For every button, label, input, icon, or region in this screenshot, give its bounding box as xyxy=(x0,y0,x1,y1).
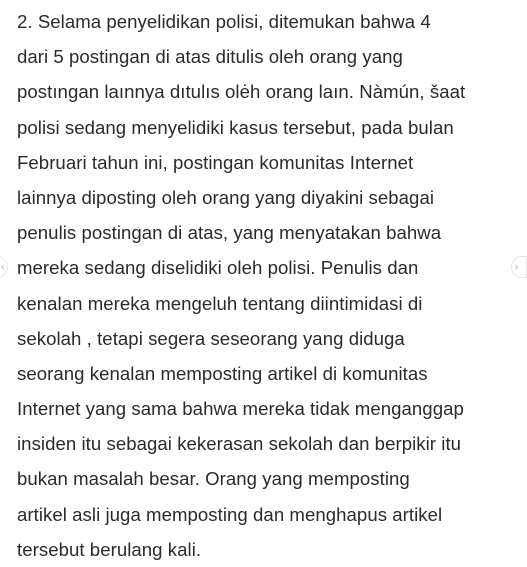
text-line-13: insiden itu sebagai kekerasan sekolah dan berpikir itu xyxy=(17,433,462,455)
text-line-16: tersebut berulang kali. xyxy=(17,538,202,560)
paragraph xyxy=(17,4,517,567)
text-line-12: Internet yang sama bahwa mereka tidak menganggap xyxy=(17,398,464,420)
next-page-button[interactable] xyxy=(511,256,527,278)
text-line-11: seorang kenalan memposting artikel di komunitas xyxy=(17,362,428,384)
text-line-5: Februari tahun ini, postingan komunitas Internet xyxy=(17,151,414,173)
text-line-2: dari 5 postingan di atas ditulis oleh orang yang xyxy=(17,46,403,68)
previous-page-button[interactable] xyxy=(0,256,8,278)
text-line-14: bukan masalah besar. Orang yang memposting xyxy=(17,468,410,490)
chevron-right-icon: › xyxy=(514,260,519,274)
text-line-4: polisi sedang menyelidiki kasus tersebut, pada bulan xyxy=(17,116,454,138)
text-line-9: kenalan mereka mengeluh tentang diintimidasi di xyxy=(17,292,423,314)
text-line-6: lainnya diposting oleh orang yang diyakini sebagai xyxy=(17,186,435,208)
chevron-left-icon: ‹ xyxy=(0,260,5,274)
text-line-3: postıngan laınnya dıtulıs olėh orang laın. Nàmún, šaat xyxy=(17,81,466,103)
text-line-7: penulis postingan di atas, yang menyatakan bahwa xyxy=(17,222,442,244)
text-line-1: 2. Selama penyelidikan polisi, ditemukan bahwa 4 xyxy=(17,11,431,32)
text-line-15: artikel asli juga memposting dan menghapus artikel xyxy=(17,503,443,525)
text-line-10: sekolah , tetapi segera seseorang yang diduga xyxy=(17,327,405,349)
text-line-8: mereka sedang diselidiki oleh polisi. Penulis dan xyxy=(17,257,419,279)
